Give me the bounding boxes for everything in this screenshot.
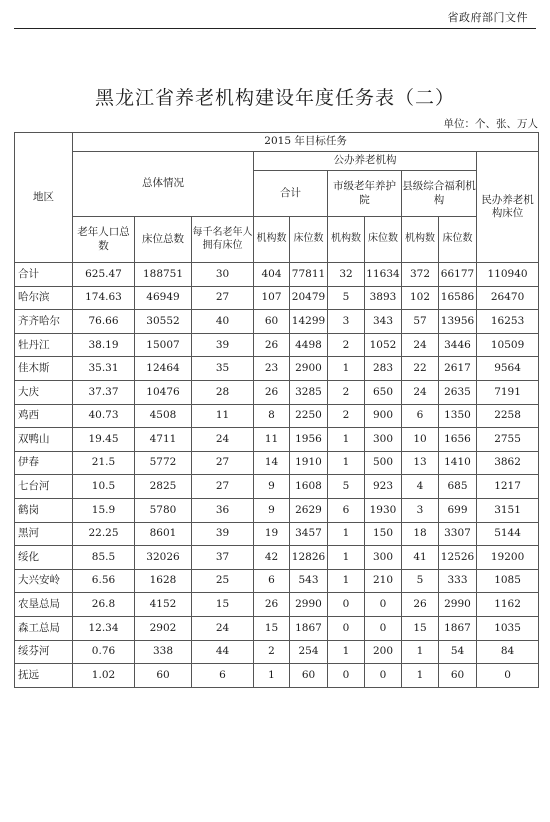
table-row: [15, 357, 539, 381]
table-cell: 19: [254, 522, 290, 546]
table-cell: 26: [254, 593, 290, 617]
table-cell: 1867: [439, 616, 477, 640]
table-cell: 4: [402, 475, 439, 499]
table-cell: 1035: [477, 616, 539, 640]
table-cell: 46949: [135, 286, 192, 310]
table-cell: 10: [402, 428, 439, 452]
table-cell: 6: [254, 569, 290, 593]
table-cell: 24: [402, 333, 439, 357]
table-cell: 60: [135, 664, 192, 688]
table-cell: 2755: [477, 428, 539, 452]
table-cell: 30: [192, 263, 254, 287]
table-cell: 0.76: [73, 640, 135, 664]
table-cell: 923: [365, 475, 402, 499]
table-cell: 3: [328, 310, 365, 334]
table-cell: 1: [254, 664, 290, 688]
table-cell: 3: [402, 498, 439, 522]
table-cell: 6: [402, 404, 439, 428]
table-cell: 32026: [135, 546, 192, 570]
table-cell: 38.19: [73, 333, 135, 357]
table-cell: 1930: [365, 498, 402, 522]
table-cell: 102: [402, 286, 439, 310]
table-cell: 1910: [290, 451, 328, 475]
header-overall: 总体情况: [73, 152, 254, 217]
table-cell: 0: [365, 616, 402, 640]
table-row: [15, 593, 539, 617]
table-cell: 9: [254, 475, 290, 499]
table-cell: 6: [192, 664, 254, 688]
table-cell: 6: [328, 498, 365, 522]
table-cell: 1628: [135, 569, 192, 593]
table-cell: 2: [328, 380, 365, 404]
table-cell: 85.5: [73, 546, 135, 570]
table-cell: 3446: [439, 333, 477, 357]
region-name: 牡丹江: [15, 333, 73, 357]
table-cell: 10.5: [73, 475, 135, 499]
table-cell: 36: [192, 498, 254, 522]
table-cell: 19.45: [73, 428, 135, 452]
table-cell: 10476: [135, 380, 192, 404]
table-cell: 200: [365, 640, 402, 664]
header-public: 公办养老机构: [254, 152, 477, 171]
table-cell: 24: [192, 428, 254, 452]
task-table: [14, 132, 539, 688]
table-cell: 16253: [477, 310, 539, 334]
table-cell: 699: [439, 498, 477, 522]
region-name: 抚远: [15, 664, 73, 688]
table-cell: 84: [477, 640, 539, 664]
table-cell: 1: [328, 546, 365, 570]
table-cell: 1410: [439, 451, 477, 475]
table-cell: 5: [328, 286, 365, 310]
table-cell: 76.66: [73, 310, 135, 334]
table-cell: 14299: [290, 310, 328, 334]
table-row: [15, 333, 539, 357]
header-region: 地区: [15, 133, 73, 263]
table-cell: 12464: [135, 357, 192, 381]
header-bed-count: 床位数: [439, 217, 477, 263]
table-cell: 338: [135, 640, 192, 664]
table-cell: 3285: [290, 380, 328, 404]
table-cell: 40: [192, 310, 254, 334]
table-cell: 300: [365, 428, 402, 452]
table-cell: 35.31: [73, 357, 135, 381]
table-cell: 24: [402, 380, 439, 404]
region-name: 哈尔滨: [15, 286, 73, 310]
table-row: [15, 498, 539, 522]
table-cell: 1: [402, 640, 439, 664]
table-cell: 39: [192, 333, 254, 357]
table-row: [15, 428, 539, 452]
region-name: 森工总局: [15, 616, 73, 640]
table-cell: 26: [402, 593, 439, 617]
table-cell: 24: [192, 616, 254, 640]
table-cell: 27: [192, 286, 254, 310]
table-cell: 26: [254, 333, 290, 357]
header-county-welfare: 县级综合福利机构: [402, 171, 477, 217]
table-cell: 3457: [290, 522, 328, 546]
table-cell: 404: [254, 263, 290, 287]
table-header: [15, 133, 539, 263]
document-title: 黑龙江省养老机构建设年度任务表（二）: [94, 87, 455, 109]
region-name: 鹤岗: [15, 498, 73, 522]
table-cell: 1.02: [73, 664, 135, 688]
table-cell: 5: [328, 475, 365, 499]
table-cell: 3307: [439, 522, 477, 546]
table-row: [15, 286, 539, 310]
table-cell: 60: [254, 310, 290, 334]
header-private-beds: 民办养老机构床位: [477, 152, 539, 263]
table-cell: 39: [192, 522, 254, 546]
table-cell: 1867: [290, 616, 328, 640]
table-cell: 1: [328, 357, 365, 381]
table-cell: 3893: [365, 286, 402, 310]
table-cell: 12826: [290, 546, 328, 570]
table-cell: 15007: [135, 333, 192, 357]
table-cell: 60: [439, 664, 477, 688]
table-cell: 13956: [439, 310, 477, 334]
table-cell: 1: [328, 428, 365, 452]
table-cell: 57: [402, 310, 439, 334]
header-inst-count: 机构数: [328, 217, 365, 263]
table-cell: 3151: [477, 498, 539, 522]
table-cell: 210: [365, 569, 402, 593]
table-cell: 1350: [439, 404, 477, 428]
table-body: [15, 263, 539, 688]
table-cell: 4508: [135, 404, 192, 428]
table-cell: 3862: [477, 451, 539, 475]
table-cell: 188751: [135, 263, 192, 287]
table-cell: 15: [192, 593, 254, 617]
table-cell: 21.5: [73, 451, 135, 475]
table-row: [15, 546, 539, 570]
table-cell: 1608: [290, 475, 328, 499]
table-cell: 15: [402, 616, 439, 640]
table-cell: 1: [328, 522, 365, 546]
region-name: 绥芬河: [15, 640, 73, 664]
table-cell: 66177: [439, 263, 477, 287]
table-cell: 1: [328, 451, 365, 475]
table-cell: 650: [365, 380, 402, 404]
table-cell: 11634: [365, 263, 402, 287]
header-city-nursing: 市级老年养护院: [328, 171, 402, 217]
table-cell: 35: [192, 357, 254, 381]
table-cell: 2: [328, 333, 365, 357]
table-cell: 1: [402, 664, 439, 688]
header-inst-count: 机构数: [402, 217, 439, 263]
region-name: 农垦总局: [15, 593, 73, 617]
table-cell: 32: [328, 263, 365, 287]
table-cell: 1: [328, 640, 365, 664]
unit-note: 单位：个、张、万人: [443, 118, 538, 130]
table-cell: 2825: [135, 475, 192, 499]
table-row: [15, 569, 539, 593]
table-cell: 2990: [439, 593, 477, 617]
table-row: [15, 310, 539, 334]
table-cell: 254: [290, 640, 328, 664]
table-cell: 343: [365, 310, 402, 334]
table-cell: 22.25: [73, 522, 135, 546]
table-cell: 44: [192, 640, 254, 664]
table-cell: 500: [365, 451, 402, 475]
table-cell: 0: [477, 664, 539, 688]
table-cell: 2990: [290, 593, 328, 617]
table-cell: 372: [402, 263, 439, 287]
table-cell: 9564: [477, 357, 539, 381]
table-cell: 27: [192, 475, 254, 499]
table-cell: 10509: [477, 333, 539, 357]
table-row: [15, 616, 539, 640]
table-cell: 2900: [290, 357, 328, 381]
table-row: [15, 263, 539, 287]
table-cell: 8: [254, 404, 290, 428]
table-cell: 8601: [135, 522, 192, 546]
table-cell: 0: [328, 593, 365, 617]
table-cell: 2629: [290, 498, 328, 522]
table-cell: 300: [365, 546, 402, 570]
table-cell: 19200: [477, 546, 539, 570]
region-name: 大庆: [15, 380, 73, 404]
table-cell: 27: [192, 451, 254, 475]
region-name: 双鸭山: [15, 428, 73, 452]
table-cell: 20479: [290, 286, 328, 310]
table-row: [15, 640, 539, 664]
table-cell: 9: [254, 498, 290, 522]
header-elderly-pop: 老年人口总数: [73, 217, 135, 263]
header-beds-per-thousand: 每千名老年人拥有床位: [192, 217, 254, 263]
header-tag: 省政府部门文件: [447, 11, 528, 24]
table-cell: 174.63: [73, 286, 135, 310]
table-cell: 54: [439, 640, 477, 664]
table-row: [15, 664, 539, 688]
table-cell: 2258: [477, 404, 539, 428]
region-name: 黑河: [15, 522, 73, 546]
table-cell: 0: [365, 593, 402, 617]
table-cell: 22: [402, 357, 439, 381]
region-name: 伊春: [15, 451, 73, 475]
table-cell: 1162: [477, 593, 539, 617]
table-cell: 2250: [290, 404, 328, 428]
table-row: [15, 451, 539, 475]
table-cell: 12526: [439, 546, 477, 570]
table-cell: 1217: [477, 475, 539, 499]
table-cell: 5772: [135, 451, 192, 475]
table-cell: 543: [290, 569, 328, 593]
table-row: [15, 475, 539, 499]
table-cell: 77811: [290, 263, 328, 287]
header-subtotal: 合计: [254, 171, 328, 217]
region-name: 绥化: [15, 546, 73, 570]
header-bed-count: 床位数: [365, 217, 402, 263]
table-cell: 15.9: [73, 498, 135, 522]
table-cell: 1085: [477, 569, 539, 593]
region-name: 大兴安岭: [15, 569, 73, 593]
table-cell: 5144: [477, 522, 539, 546]
table-cell: 1956: [290, 428, 328, 452]
table-cell: 13: [402, 451, 439, 475]
table-cell: 4498: [290, 333, 328, 357]
table-cell: 625.47: [73, 263, 135, 287]
table-cell: 107: [254, 286, 290, 310]
header-inst-count: 机构数: [254, 217, 290, 263]
region-name: 七台河: [15, 475, 73, 499]
table-row: [15, 380, 539, 404]
table-cell: 110940: [477, 263, 539, 287]
table-cell: 4152: [135, 593, 192, 617]
table-cell: 11: [192, 404, 254, 428]
header-rule: [14, 28, 536, 29]
table-cell: 333: [439, 569, 477, 593]
table-cell: 2902: [135, 616, 192, 640]
table-cell: 2: [328, 404, 365, 428]
region-name: 齐齐哈尔: [15, 310, 73, 334]
table-cell: 0: [365, 664, 402, 688]
header-total-beds: 床位总数: [135, 217, 192, 263]
table-cell: 283: [365, 357, 402, 381]
table-cell: 6.56: [73, 569, 135, 593]
table-cell: 37.37: [73, 380, 135, 404]
table-cell: 685: [439, 475, 477, 499]
region-name: 合计: [15, 263, 73, 287]
table-cell: 150: [365, 522, 402, 546]
table-row: [15, 404, 539, 428]
table-cell: 11: [254, 428, 290, 452]
table-cell: 37: [192, 546, 254, 570]
table-cell: 0: [328, 616, 365, 640]
table-cell: 7191: [477, 380, 539, 404]
table-cell: 12.34: [73, 616, 135, 640]
table-cell: 1052: [365, 333, 402, 357]
table-cell: 14: [254, 451, 290, 475]
table-cell: 23: [254, 357, 290, 381]
table-cell: 1: [328, 569, 365, 593]
header-target: 2015 年目标任务: [73, 133, 539, 152]
table-cell: 26470: [477, 286, 539, 310]
table-cell: 18: [402, 522, 439, 546]
region-name: 鸡西: [15, 404, 73, 428]
table-cell: 2: [254, 640, 290, 664]
table-cell: 1656: [439, 428, 477, 452]
table-cell: 16586: [439, 286, 477, 310]
table-cell: 42: [254, 546, 290, 570]
table-cell: 2635: [439, 380, 477, 404]
table-cell: 26.8: [73, 593, 135, 617]
table-row: [15, 522, 539, 546]
table-cell: 5: [402, 569, 439, 593]
table-cell: 40.73: [73, 404, 135, 428]
table-cell: 28: [192, 380, 254, 404]
table-cell: 26: [254, 380, 290, 404]
table-cell: 25: [192, 569, 254, 593]
table-cell: 41: [402, 546, 439, 570]
table-cell: 900: [365, 404, 402, 428]
table-cell: 5780: [135, 498, 192, 522]
table-cell: 0: [328, 664, 365, 688]
header-bed-count: 床位数: [290, 217, 328, 263]
region-name: 佳木斯: [15, 357, 73, 381]
table-cell: 60: [290, 664, 328, 688]
table-cell: 15: [254, 616, 290, 640]
table-cell: 2617: [439, 357, 477, 381]
table-cell: 30552: [135, 310, 192, 334]
table-cell: 4711: [135, 428, 192, 452]
